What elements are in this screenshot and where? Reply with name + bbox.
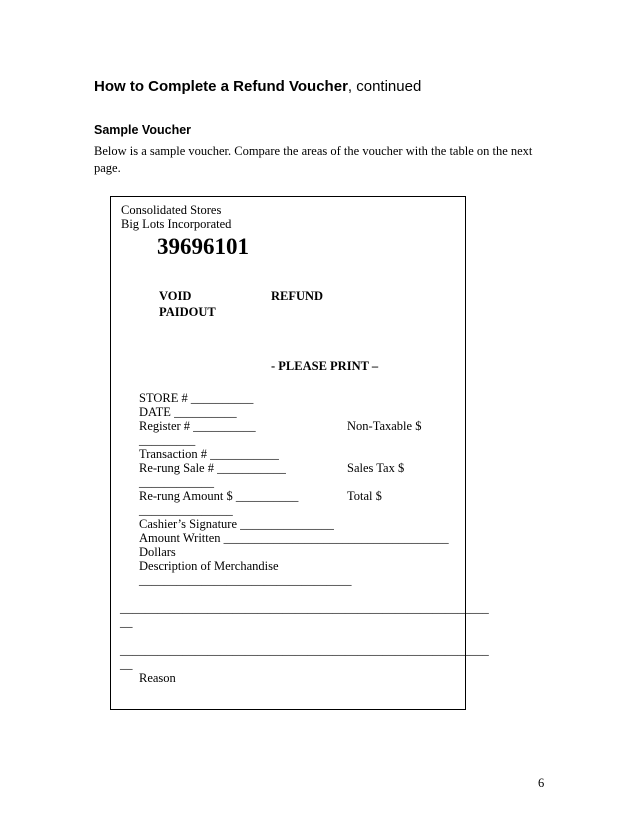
amount-written-field: Amount Written ____________________________________: [139, 531, 449, 545]
store-field: STORE # __________: [139, 391, 254, 405]
page-title-suffix: , continued: [347, 78, 422, 95]
sales-tax-line: ____________: [139, 475, 214, 489]
description-label: Description of Merchandise: [139, 559, 279, 573]
page-number: 6: [538, 776, 545, 790]
section-heading: Sample Voucher: [94, 123, 192, 137]
date-field: DATE __________: [139, 405, 237, 419]
cashier-signature-field: Cashier’s Signature _______________: [139, 517, 334, 531]
total-field: Total $: [347, 489, 382, 503]
paidout-label: PAIDOUT: [159, 305, 216, 319]
blank-line-1-wrap: __: [120, 615, 133, 629]
reason-label: Reason: [139, 671, 176, 685]
non-taxable-line: _________: [139, 433, 196, 447]
intro-paragraph: Below is a sample voucher. Compare the areas of the voucher with the table on the next page.: [94, 144, 533, 175]
sample-voucher: [110, 196, 489, 710]
rerung-sale-field: Re-rung Sale # ___________: [139, 461, 286, 475]
voucher-number: 39696101: [157, 234, 249, 259]
page-title: [94, 78, 421, 95]
total-line: _______________: [139, 503, 233, 517]
sales-tax-field: Sales Tax $: [347, 461, 405, 475]
company-subname: Big Lots Incorporated: [121, 217, 232, 231]
non-taxable-field: Non-Taxable $: [347, 419, 422, 433]
rerung-amount-field: Re-rung Amount $ __________: [139, 489, 299, 503]
dollars-label: Dollars: [139, 545, 176, 559]
page-title-bold: How to Complete a Refund Voucher: [94, 78, 348, 95]
void-label: VOID: [159, 289, 192, 303]
blank-line-1: ___________________________________________________________: [120, 601, 489, 615]
register-field: Register # __________: [139, 419, 256, 433]
blank-line-2-wrap: __: [120, 657, 133, 671]
refund-label: REFUND: [271, 289, 324, 303]
company-name: Consolidated Stores: [121, 203, 222, 217]
blank-line-2: ___________________________________________________________: [120, 643, 489, 657]
transaction-field: Transaction # ___________: [139, 447, 279, 461]
please-print-note: - PLEASE PRINT –: [271, 359, 379, 373]
description-line: __________________________________: [139, 573, 352, 587]
